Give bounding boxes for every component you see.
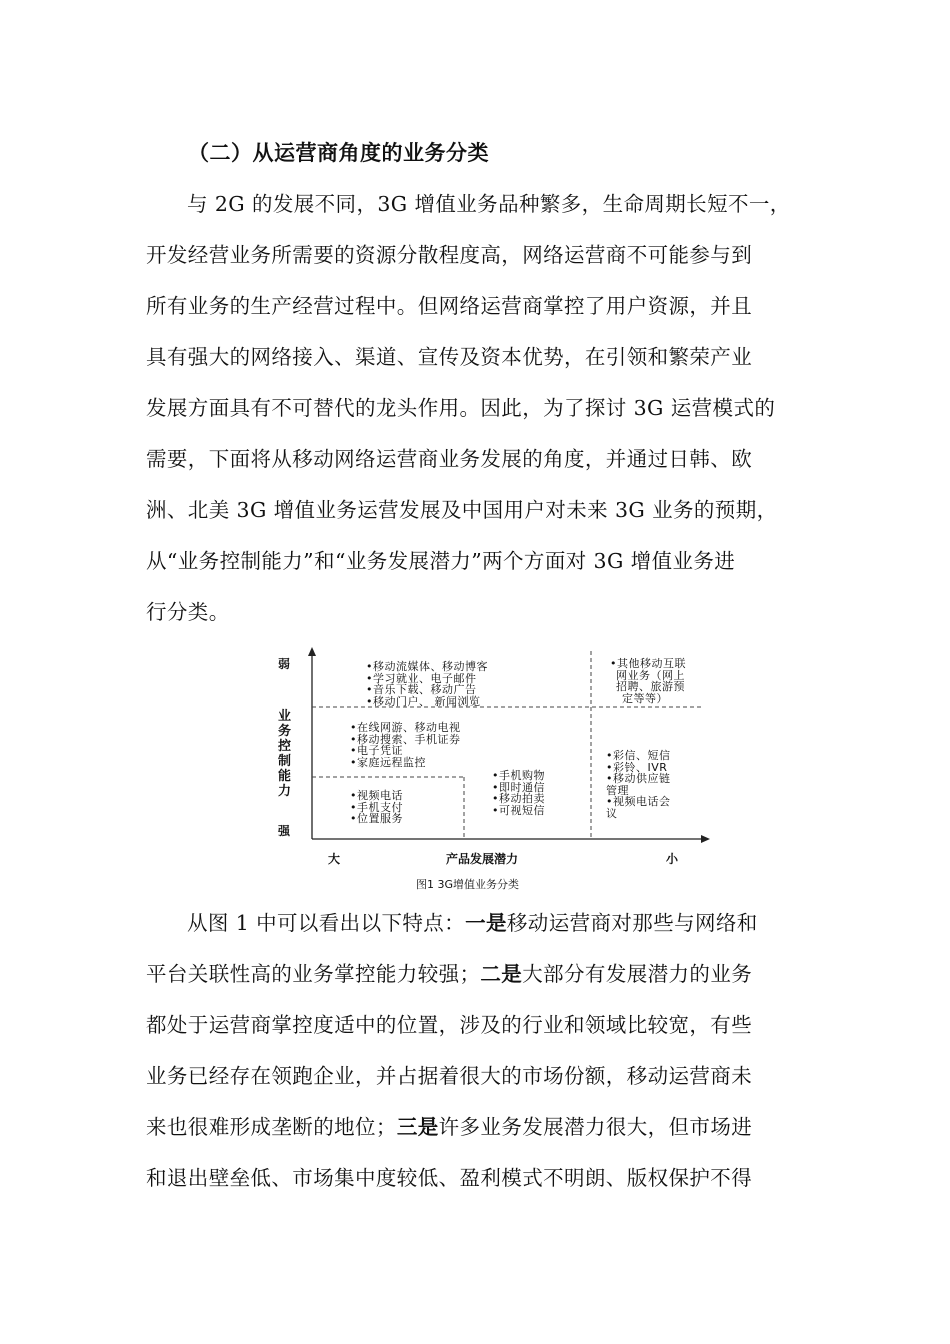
list-item: 定等等） bbox=[622, 691, 668, 705]
paragraph-line: 发展方面具有不可替代的龙头作用。因此，为了探讨 3G 运营模式的 bbox=[146, 396, 776, 420]
list-item: •移动流媒体、移动博客 bbox=[366, 660, 488, 673]
list-item: •其他移动互联 bbox=[610, 657, 686, 670]
list-item: •家庭远程监控 bbox=[350, 755, 426, 769]
group-middle bbox=[350, 722, 461, 768]
paragraph-line: 平台关联性高的业务掌控能力较强；二是大部分有发展潜力的业务 bbox=[146, 962, 753, 986]
group-top-left bbox=[366, 661, 488, 707]
list-item: •手机购物 bbox=[492, 769, 545, 782]
list-item: •电子凭证 bbox=[350, 744, 403, 757]
x-left-label: 大 bbox=[328, 852, 341, 866]
list-item: •手机支付 bbox=[350, 800, 403, 814]
list-item: •移动搜索、手机证券 bbox=[350, 732, 461, 746]
list-item: •音乐下载、移动广告 bbox=[366, 683, 477, 696]
list-item: •彩信、短信 bbox=[606, 749, 671, 762]
group-bottom-left bbox=[350, 790, 403, 825]
paragraph-line: 所有业务的生产经营过程中。但网络运营商掌控了用户资源，并且 bbox=[146, 294, 753, 318]
paragraph-line: 和退出壁垒低、市场集中度较低、盈利模式不明朗、版权保护不得 bbox=[146, 1166, 753, 1190]
list-item: •移动拍卖 bbox=[492, 792, 545, 805]
list-item: 议 bbox=[606, 806, 618, 820]
emphasis-second: 二是 bbox=[480, 962, 523, 986]
paragraph-line: 来也很难形成垄断的地位；三是许多业务发展潜力很大，但市场进 bbox=[146, 1115, 753, 1139]
paragraph-line: 与 2G 的发展不同，3G 增值业务品种繁多，生命周期长短不一， bbox=[187, 192, 791, 216]
paragraph-line: 从“业务控制能力”和“业务发展潜力”两个方面对 3G 增值业务进 bbox=[146, 549, 736, 573]
list-item: •位置服务 bbox=[350, 812, 403, 825]
emphasis-third: 三是 bbox=[396, 1115, 439, 1139]
list-item: 网业务（网上 bbox=[616, 668, 685, 682]
paragraph-line: 需要，下面将从移动网络运营商业务发展的角度，并通过日韩、欧 bbox=[146, 447, 753, 471]
list-item: •移动供应链 bbox=[606, 772, 671, 785]
paragraph-line: 从图 1 中可以看出以下特点：一是移动运营商对那些与网络和 bbox=[187, 911, 758, 935]
group-center bbox=[492, 770, 545, 816]
section-heading: （二）从运营商角度的业务分类 bbox=[188, 141, 489, 165]
paragraph-line: 具有强大的网络接入、渠道、宣传及资本优势，在引领和繁荣产业 bbox=[146, 345, 753, 369]
y-axis-arrow bbox=[308, 647, 316, 656]
paragraph-intro bbox=[146, 179, 810, 638]
list-item: 管理 bbox=[606, 783, 629, 797]
x-axis-label: 产品发展潜力 bbox=[446, 852, 519, 866]
group-top-right bbox=[610, 658, 686, 704]
x-axis-arrow bbox=[701, 835, 710, 843]
group-bottom-right bbox=[606, 750, 671, 819]
list-item: •学习就业、电子邮件 bbox=[366, 671, 477, 685]
paragraph-analysis bbox=[146, 898, 810, 1204]
x-right-label: 小 bbox=[666, 852, 679, 866]
list-item: •可视短信 bbox=[492, 803, 545, 817]
list-item: •在线网游、移动电视 bbox=[350, 721, 461, 734]
paragraph-line: 都处于运营商掌控度适中的位置，涉及的行业和领域比较宽，有些 bbox=[146, 1013, 753, 1037]
classification-figure bbox=[270, 645, 710, 895]
list-item: •移动门户、 新闻浏览 bbox=[366, 694, 481, 708]
y-bottom-label: 强 bbox=[278, 824, 291, 838]
list-item: •彩铃、IVR bbox=[606, 760, 668, 774]
y-axis-label: 业 务 控 制 能 力 bbox=[278, 709, 292, 799]
paragraph-line: 行分类。 bbox=[146, 600, 230, 624]
list-item: •即时通信 bbox=[492, 780, 545, 794]
paragraph-line: 洲、北美 3G 增值业务运营发展及中国用户对未来 3G 业务的预期， bbox=[146, 498, 778, 522]
list-item: •视频电话 bbox=[350, 789, 403, 802]
emphasis-first: 一是 bbox=[465, 911, 507, 935]
figure-caption: 图1 3G增值业务分类 bbox=[416, 878, 520, 891]
y-top-label: 弱 bbox=[278, 657, 291, 671]
paragraph-line: 业务已经存在领跑企业，并占据着很大的市场份额，移动运营商未 bbox=[146, 1064, 753, 1088]
paragraph-line: 开发经营业务所需要的资源分散程度高，网络运营商不可能参与到 bbox=[146, 243, 753, 267]
list-item: •视频电话会 bbox=[606, 795, 671, 808]
list-item: 招聘、旅游预 bbox=[616, 680, 685, 693]
